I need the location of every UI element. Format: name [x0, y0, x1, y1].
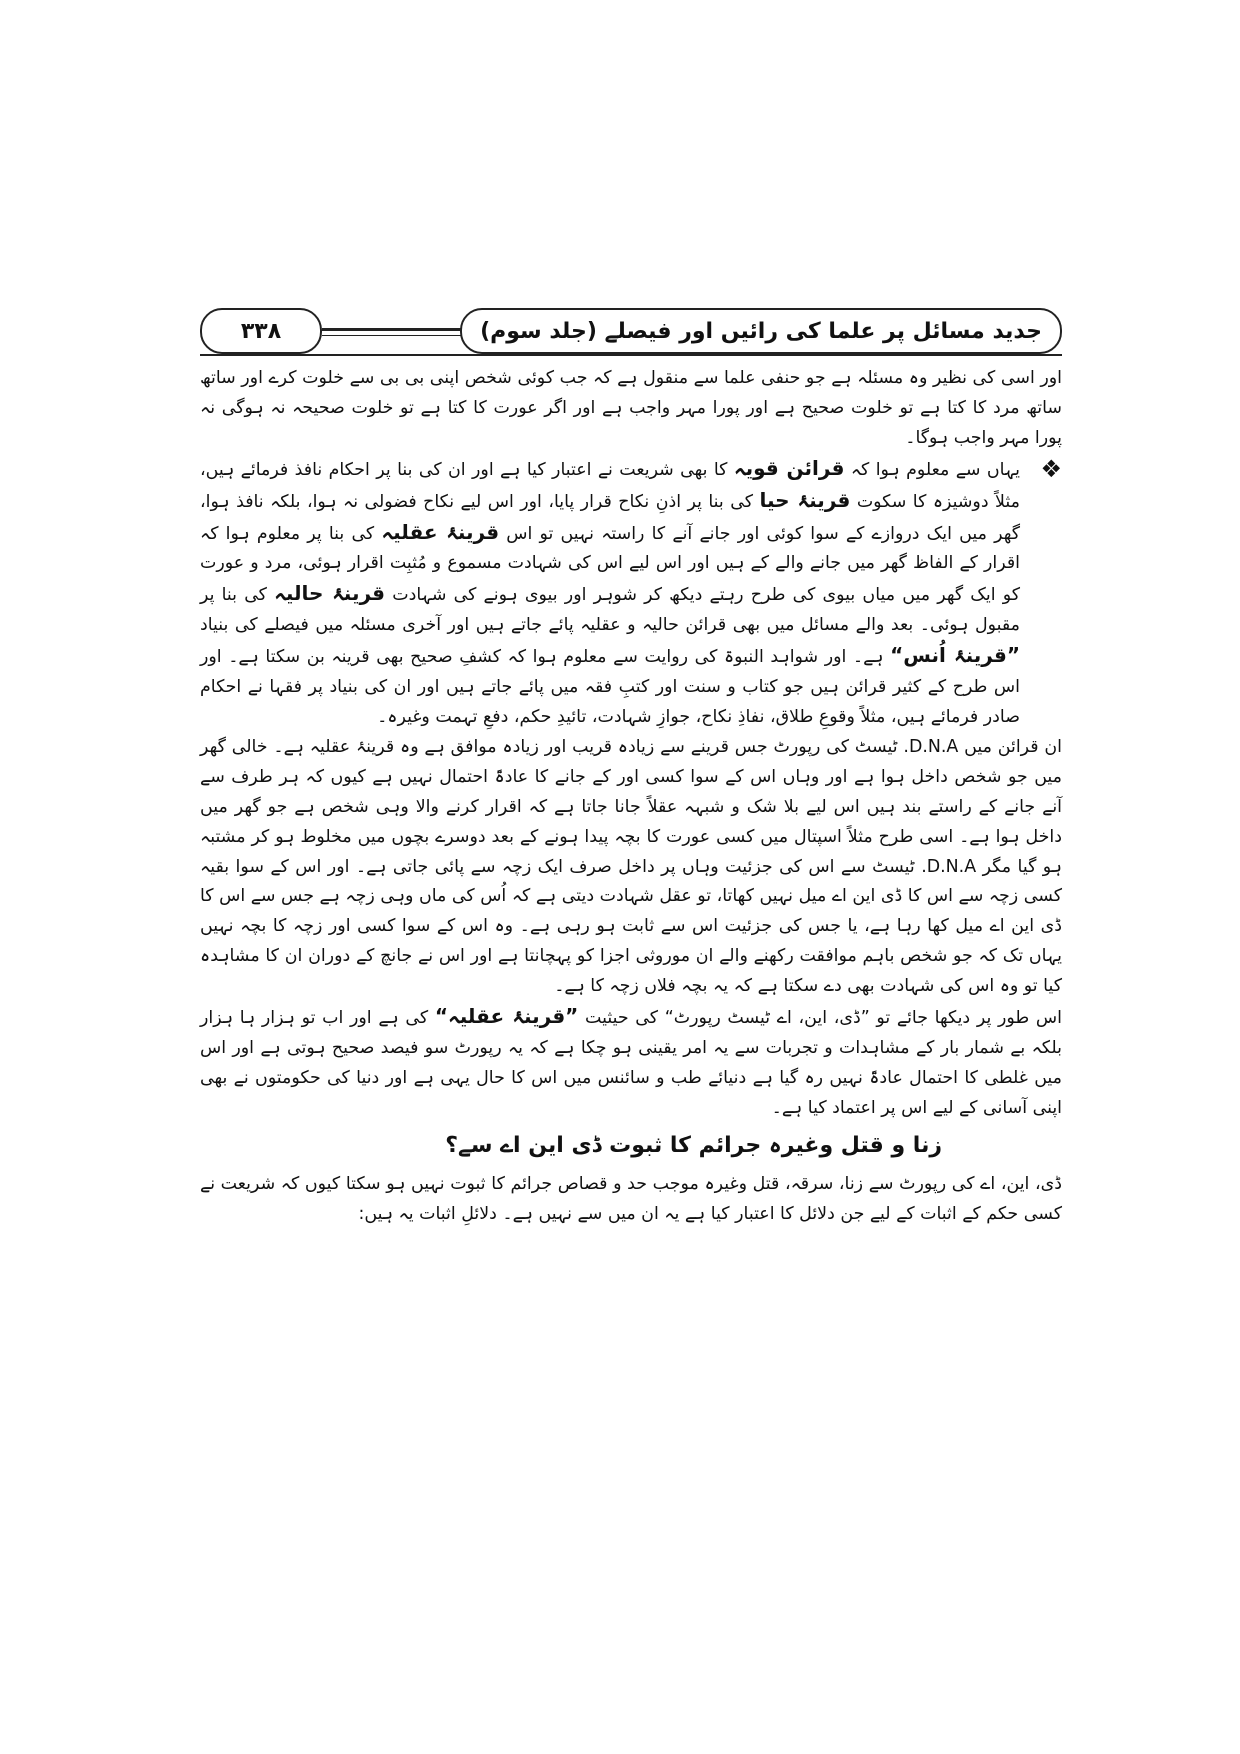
- page-number: ۳۳۸: [200, 308, 322, 354]
- text-run: کی بنا پر معلوم ہوا کہ اقرار کے الفاظ گھر میں جانے والے کے ہیں اور اس لیے اس کی شہادت مسموع و مُثبِت اقرار ہوئی، مرد و عورت کو ایک گھر میں میاں بیوی کی طرح رہتے دیکھ کر شوہر اور بیوی ہونے کی شہادت: [200, 523, 1020, 606]
- emphasis-term: ”قرینۂ اُنس“: [890, 643, 1020, 668]
- paragraph-1: اور اسی کی نظیر وہ مسئلہ ہے جو حنفی علما سے منقول ہے کہ جب کوئی شخص اپنی بی بی سے خلوت کرے اور ساتھ ساتھ مرد کا کتا ہے تو خلوت صحیح ہے اور پورا مہر واجب ہے اور اگر عورت کا کتا ہے تو خلوت صحیحہ نہ ہوگی نہ پورا مہر واجب ہوگا۔: [200, 368, 1062, 448]
- page-header: [200, 308, 1062, 354]
- text-run: اس طور پر دیکھا جائے تو ”ڈی، این، اے ٹیسٹ رپورٹ“ کی حیثیت: [578, 1008, 1062, 1029]
- text-run: ہے۔ اور شواہد النبوۃ کی روایت سے معلوم ہوا کہ کشفِ صحیح بھی قرینہ بن سکتا ہے۔ اور اس طرح کے کثیر قرائن ہیں جو کتاب و سنت اور کتبِ فقہ میں پائے جاتے ہیں اور ان کی بنیاد پر فقہا نے احکام صادر فرمائے ہیں، مثلاً وقوعِ طلاق، نفاذِ نکاح، جوازِ شہادت، تائیدِ حکم، دفعِ تہمت وغیرہ۔: [200, 647, 1020, 727]
- header-underline: [200, 354, 1062, 356]
- page-body: [200, 364, 1062, 1229]
- bullet-paragraph: [200, 454, 1062, 733]
- text-run: کا بھی شریعت نے اعتبار کیا ہے اور ان کی بنا پر احکام نافذ فرمائے ہیں، مثلاً دوشیزہ کا سکوت: [200, 459, 1020, 512]
- text-run: کی بنا پر اذنِ نکاح قرار پایا، اور اس لیے نکاح فضولی نہ ہوا، بلکہ نافذ ہوا، گھر میں ایک دروازے کے سوا کوئی اور جانے آنے کا راستہ نہیں تو اس: [200, 491, 1020, 544]
- emphasis-term: قرینۂ حیا: [759, 487, 851, 512]
- emphasis-term: ”قرینۂ عقلیہ“: [434, 1004, 579, 1029]
- text-run: کی بنا پر مقبول ہوئی۔ بعد والے مسائل میں بھی قرائن حالیہ و عقلیہ پائے جاتے ہیں اور آخری مسئلہ میں فیصلے کی بنیاد: [200, 585, 1020, 636]
- emphasis-term: قرائن قویہ: [733, 455, 845, 480]
- paragraph-5: ڈی، این، اے کی رپورٹ سے زنا، سرقہ، قتل وغیرہ موجب حد و قصاص جرائم کا ثبوت نہیں ہو سکتا کیوں کہ شریعت نے کسی حکم کے اثبات کے لیے جن دلائل کا اعتبار کیا ہے یہ ان میں سے نہیں ہے۔ دلائلِ اثبات یہ ہیں:: [200, 1173, 1062, 1224]
- section-heading: زنا و قتل وغیرہ جرائم کا ثبوت ڈی این اے سے؟: [445, 1132, 942, 1158]
- text-run: یہاں سے معلوم ہوا کہ: [844, 459, 1020, 480]
- running-title: جدید مسائل پر علما کی رائیں اور فیصلے (جلد سوم): [460, 308, 1062, 354]
- text-run: کی ہے اور اب تو ہزار ہا ہزار بلکہ بے شمار بار کے مشاہدات و تجربات سے یہ امر یقینی ہو چکا ہے کہ یہ رپورٹ سو فیصد صحیح ہوتی ہے اور اس میں غلطی کا احتمال عادۃً نہیں رہ گیا ہے دنیائے طب و سائنس میں اس کا حال یہی ہے اور دنیا کی حکومتوں نے بھی اپنی آسانی کے لیے اس پر اعتماد کیا ہے۔: [200, 1008, 1062, 1118]
- emphasis-term: قرینۂ حالیہ: [274, 581, 386, 606]
- bullet-icon: ❖: [1040, 454, 1062, 483]
- paragraph-3: ان قرائن میں D.N.A. ٹیسٹ کی رپورٹ جس قرینے سے زیادہ قریب اور زیادہ موافق ہے وہ قرینۂ عقلیہ ہے۔ خالی گھر میں جو شخص داخل ہوا ہے اور وہاں اس کے سوا کسی اور کے جانے کا عادۃً احتمال نہیں ہے کیوں کہ ہر طرف سے آنے جانے کے راستے بند ہیں اس لیے بلا شک و شبہہ عقلاً جانا جاتا ہے کہ اقرار کرنے والا وہی شخص ہے جو گھر میں داخل ہوا ہے۔ اسی طرح مثلاً اسپتال میں کسی عورت کا بچہ پیدا ہونے کے بعد دوسرے بچوں میں مخلوط ہو کر مشتبہ ہو گیا مگر D.N.A. ٹیسٹ سے اس کی جزئیت وہاں پر داخل صرف ایک زچہ سے پائی جاتی ہے۔ اور اس کے سوا بقیہ کسی زچہ سے اس کا ڈی این اے میل نہیں کھاتا، تو عقل شہادت دیتی ہے کہ اُس کی ماں وہی زچہ ہے جس سے اس کا ڈی این اے میل کھا رہا ہے، یا جس کی جزئیت اس سے ثابت ہو رہی ہے۔ وہ اس کے سوا کسی اور زچہ کا بچہ نہیں یہاں تک کہ جو شخص باہم موافقت رکھنے والے ان موروثی اجزا کو پہچانتا ہے اور اس نے جانچ کے دوران ان کا مشاہدہ کیا تو وہ اس کی شہادت بھی دے سکتا ہے کہ یہ بچہ فلاں زچہ کا ہے۔: [200, 736, 1063, 997]
- emphasis-term: قرینۂ عقلیہ: [381, 519, 500, 544]
- paragraph-4: [200, 1002, 1062, 1124]
